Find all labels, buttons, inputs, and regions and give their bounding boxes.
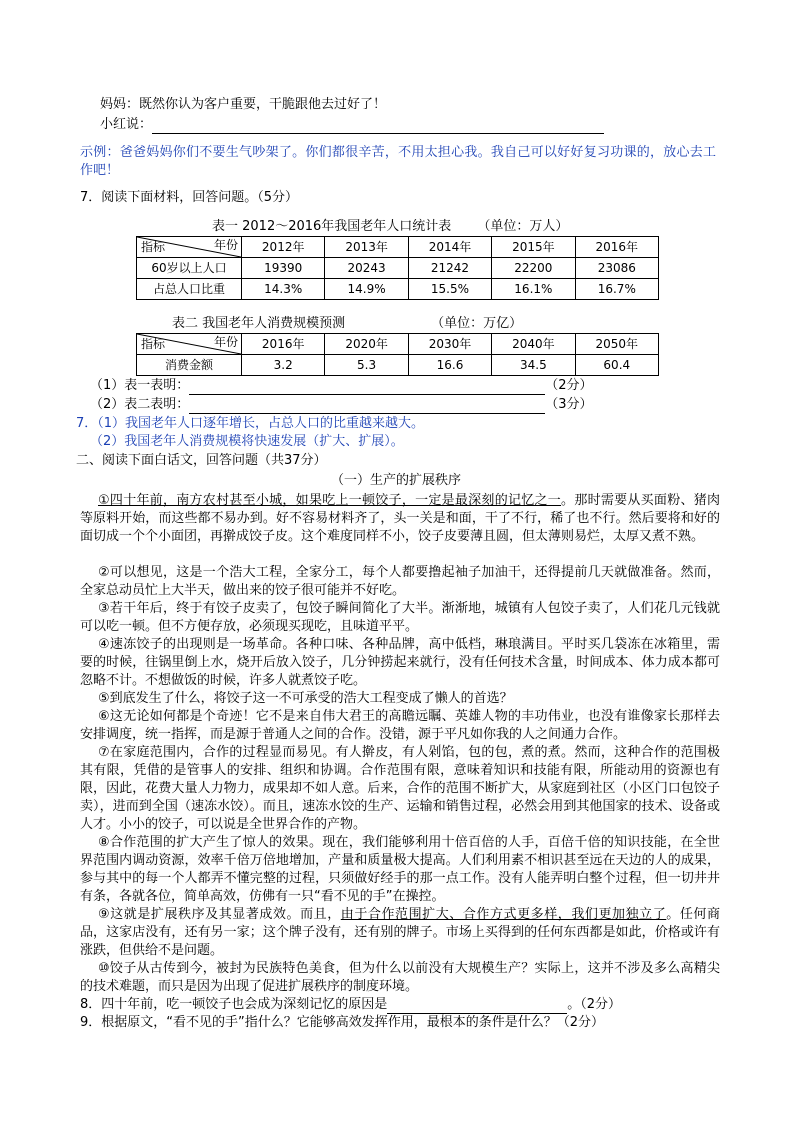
row-label: 60岁以上人口 xyxy=(137,258,242,279)
table1-caption: 表一 2012～2016年我国老年人口统计表 （单位：万人） xyxy=(212,219,569,234)
q8-blank[interactable] xyxy=(387,998,567,1014)
table1-year: 2014年 xyxy=(408,237,491,258)
q7-sub2: （2）表二表明： （3分） xyxy=(90,397,593,412)
paragraph-4: ④速冻饺子的出现则是一场革命。各种口味、各种品牌，高中低档，琳琅满目。平时买几袋冻在冰箱里，需要的时候，往锅里倒上水，烧开后放入饺子，几分钟捞起来就行，没有任何技术含量，时间成本、体力成本都可忽略不计。不想做饭的时候，许多人就煮饺子吃。 xyxy=(80,637,720,688)
table1-year: 2012年 xyxy=(242,237,325,258)
table-row: 占总人口比重 14.3% 14.9% 15.5% 16.1% 16.7% xyxy=(137,279,659,300)
table2-year: 2050年 xyxy=(575,334,658,355)
q8: 8．四十年前，吃一顿饺子也会成为深刻记忆的原因是 。（2分） xyxy=(80,997,622,1012)
mom-line: 妈妈：既然你认为客户重要，干脆跟他去过好了！ xyxy=(100,97,387,112)
table1-year: 2016年 xyxy=(575,237,658,258)
paragraph-1: ①四十年前，南方农村甚至小城，如果吃上一顿饺子，一定是最深刻的记忆之一。那时需要从买面粉、猪肉等原料开始，而这些都不易办到。好不容易材料齐了，头一关是和面，干了不行，稀了也不行。然后要将和好的面切成一个个小面团，再擀成饺子皮。这个难度同样不小，饺子皮要薄且圆，但太薄则易烂，太厚又煮不熟。 xyxy=(80,493,720,544)
sub1-blank[interactable] xyxy=(189,379,545,395)
table-row: 消费金额 3.2 5.3 16.6 34.5 60.4 xyxy=(137,355,659,376)
article-title: （一）生产的扩展秩序 xyxy=(331,473,462,488)
paragraph-8: ⑧合作范围的扩大产生了惊人的效果。现在，我们能够利用十倍百倍的人手，百倍千倍的知识技能，在全世界范围内调动资源，效率千倍万倍地增加，产量和质量极大提高。人们利用素不相识甚至远在天边的人的成果，参与其中的每一个人都弄不懂完整的过程，只须做好经手的那一点工作。没有人能弄明白整个过程，但一切井井有条，各就各位，简单高效，仿佛有一只“看不见的手”在操控。 xyxy=(80,835,720,904)
q7-answer2: （2）我国老年人消费规模将快速发展（扩大、扩展）。 xyxy=(90,434,404,449)
table2 xyxy=(136,333,659,376)
example-answer: 示例：爸爸妈妈你们不要生气吵架了。你们都很辛苦，不用太担心我。我自己可以好好复习功课的，放心去工作吧！ xyxy=(80,145,716,178)
table2-year: 2040年 xyxy=(492,334,575,355)
answer-blank[interactable] xyxy=(152,118,604,134)
table2-year: 2020年 xyxy=(325,334,408,355)
q7-answer1: 7．（1）我国老年人口逐年增长，占总人口的比重越来越大。 xyxy=(76,416,425,431)
paragraph-10: ⑩饺子从古传到今，被封为民族特色美食，但为什么以前没有大规模生产？实际上，这并不涉及多么高精尖的技术难题，而只是因为出现了促进扩展秩序的制度环境。 xyxy=(80,961,720,994)
table1-year: 2015年 xyxy=(492,237,575,258)
row-label: 占总人口比重 xyxy=(137,279,242,300)
q9: 9．根据原文，“看不见的手”指什么？它能够高效发挥作用，最根本的条件是什么？（2分） xyxy=(80,1015,605,1030)
table1 xyxy=(136,236,659,300)
paragraph-9: ⑨这就是扩展秩序及其显著成效。而且，由于合作范围扩大、合作方式更多样，我们更加独立了。任何商品，这家店没有，还有另一家；这个牌子没有，还有别的牌子。市场上买得到的任何东西都是如此，价格或许有涨跌，但供给不是问题。 xyxy=(80,907,720,958)
paragraph-7: ⑦在家庭范围内，合作的过程显而易见。有人擀皮，有人剁馅，包的包，煮的煮。然而，这种合作的范围极其有限，凭借的是管事人的安排、组织和协调。合作范围有限，意味着知识和技能有限，所能动用的资源也有限，因此，花费大量人力物力，成果却不如人意。后来，合作的范围不断扩大，从家庭到社区（小区门口包饺子卖），进而到全国（速冻水饺）。而且，速冻水饺的生产、运输和销售过程，必然会用到其他国家的技术、设备或人才。小小的饺子，可以说是全世界合作的产物。 xyxy=(80,745,720,832)
table1-year: 2013年 xyxy=(325,237,408,258)
table2-year: 2030年 xyxy=(408,334,491,355)
table-row: 60岁以上人口 19390 20243 21242 22200 23086 xyxy=(137,258,659,279)
row-label: 消费金额 xyxy=(137,355,242,376)
paragraph-6: ⑥这无论如何都是个奇迹！它不是来自伟大君王的高瞻远瞩、英雄人物的丰功伟业，也没有谁像家长那样去安排调度，统一指挥，而是源于普通人之间的合作。没错，源于平凡如你我的人之间通力合作。 xyxy=(80,709,720,742)
table2-caption: 表二 我国老年人消费规模预测 （单位：万亿） xyxy=(172,316,523,331)
table2-corner-cell: 指标 年份 xyxy=(137,334,242,355)
section2-heading: 二、阅读下面白话文，回答问题（共37分） xyxy=(76,453,327,468)
q7-stem: 7．阅读下面材料，回答问题。（5分） xyxy=(80,190,299,205)
sub2-blank[interactable] xyxy=(189,398,545,414)
paragraph-3: ③若干年后，终于有饺子皮卖了，包饺子瞬间简化了大半。渐渐地，城镇有人包饺子卖了，人们花几元钱就可以吃一顿。但不方便存放，必须现买现吃，且味道平平。 xyxy=(80,601,720,634)
xiaohong-label: 小红说： xyxy=(100,117,153,132)
table2-year: 2016年 xyxy=(242,334,325,355)
paragraph-2: ②可以想见，这是一个浩大工程，全家分工，每个人都要撸起袖子加油干，还得提前几天就做准备。然而，全家总动员忙上大半天，做出来的饺子很可能并不好吃。 xyxy=(80,565,720,598)
table1-corner-cell: 指标 年份 xyxy=(137,237,242,258)
q7-sub1: （1）表一表明： （2分） xyxy=(90,378,593,393)
xiaohong-line xyxy=(100,116,604,134)
paragraph-5: ⑤到底发生了什么，将饺子这一不可承受的浩大工程变成了懒人的首选？ xyxy=(98,691,513,706)
